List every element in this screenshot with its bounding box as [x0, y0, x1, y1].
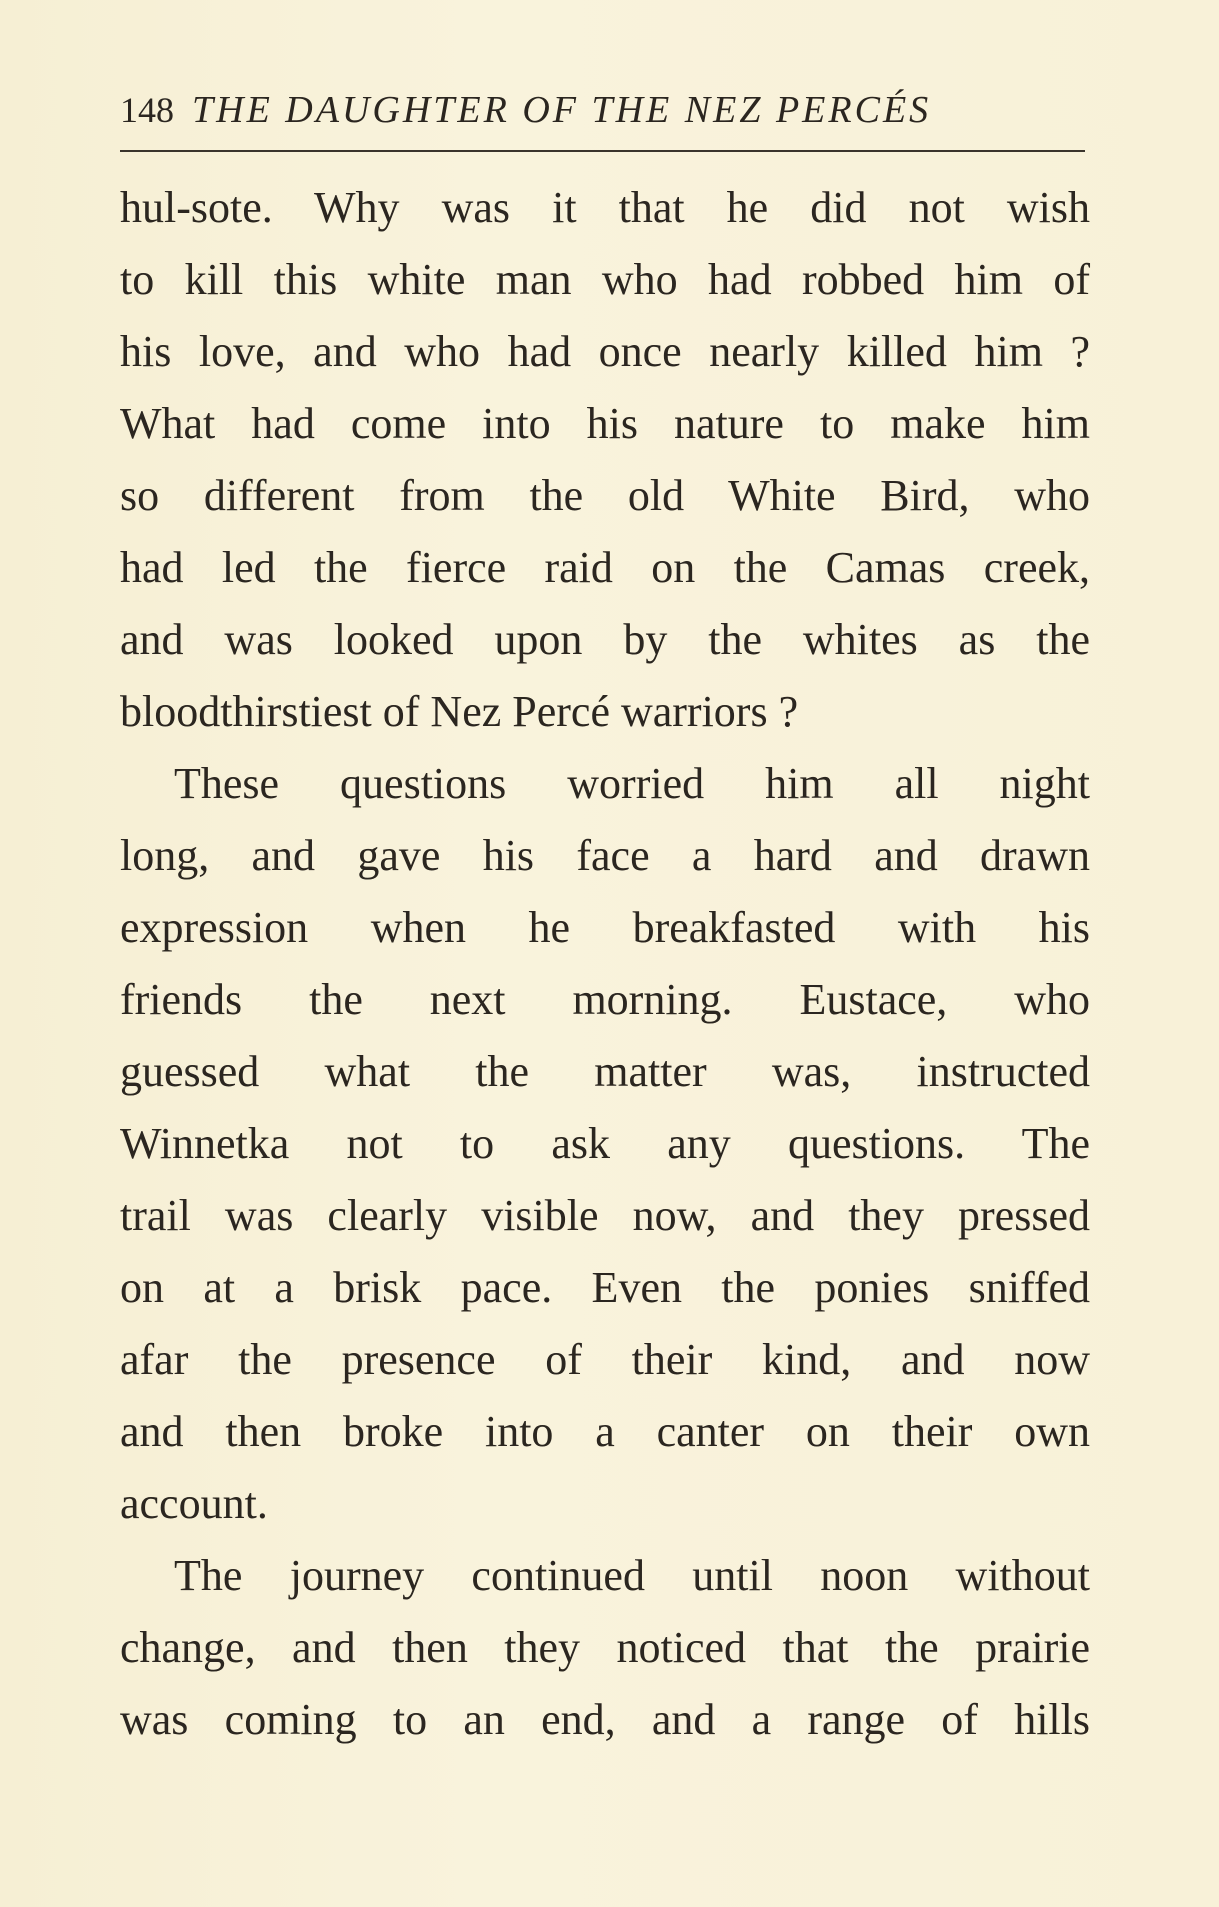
text-line: guessed what the matter was, instructed [120, 1047, 1090, 1096]
text-line: trail was clearly visible now, and they pressed [120, 1191, 1090, 1240]
text-line: These questions worried him all night [174, 759, 1090, 808]
text-line: Winnetka not to ask any questions. The [120, 1119, 1090, 1168]
header-rule [120, 150, 1085, 152]
text-line: his love, and who had once nearly killed him ? [120, 327, 1090, 376]
text-line: to kill this white man who had robbed him of [120, 255, 1090, 304]
text-line: long, and gave his face a hard and drawn [120, 831, 1090, 880]
text-line: expression when he breakfasted with his [120, 903, 1090, 952]
text-line: What had come into his nature to make him [120, 399, 1090, 448]
text-line: The journey continued until noon without [174, 1551, 1090, 1600]
running-head [120, 88, 1080, 144]
text-line: hul-sote. Why was it that he did not wish [120, 183, 1090, 232]
text-line: account. [120, 1479, 268, 1528]
text-line: had led the fierce raid on the Camas creek, [120, 543, 1090, 592]
text-line: and then broke into a canter on their own [120, 1407, 1090, 1456]
running-title: THE DAUGHTER OF THE NEZ PERCÉS [192, 89, 932, 131]
page-number: 148 [120, 90, 174, 130]
text-line: and was looked upon by the whites as the [120, 615, 1090, 664]
text-line: on at a brisk pace. Even the ponies sniffed [120, 1263, 1090, 1312]
text-line: was coming to an end, and a range of hills [120, 1695, 1090, 1744]
text-line: so different from the old White Bird, who [120, 471, 1090, 520]
text-line: friends the next morning. Eustace, who [120, 975, 1090, 1024]
text-line: afar the presence of their kind, and now [120, 1335, 1090, 1384]
text-line: bloodthirstiest of Nez Percé warriors ? [120, 687, 799, 736]
body-text [120, 172, 1090, 1756]
text-line: change, and then they noticed that the prairie [120, 1623, 1090, 1672]
